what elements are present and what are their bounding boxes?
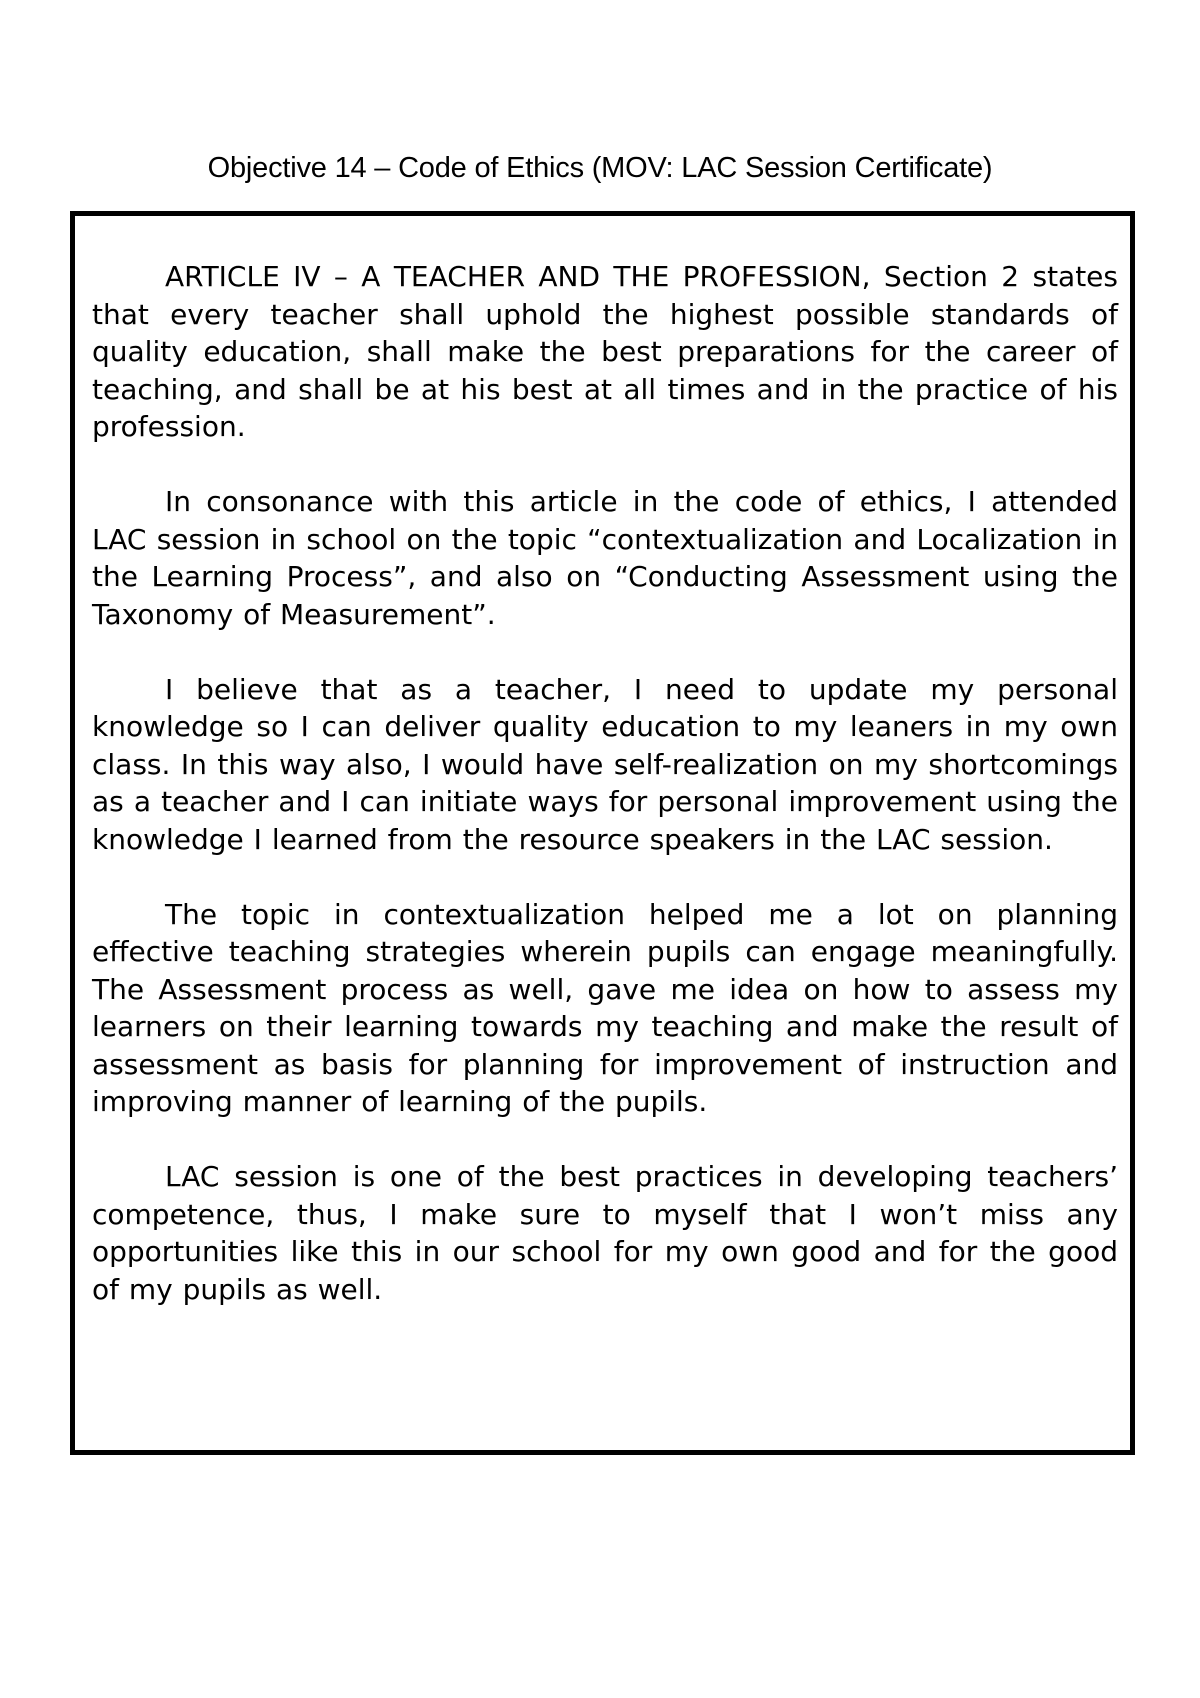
paragraph-lac-attendance: In consonance with this article in the code of ethics, I attended LAC session in school on the topic “contextualization and Localization in the Learning Process”, and also on “Conducting Assessment using the Taxonomy of Measurement”. <box>92 485 1118 631</box>
paragraph-article-iv: ARTICLE IV – A TEACHER AND THE PROFESSION, Section 2 states that every teacher shall uphold the highest possible standards of quality education, shall make the best preparations for the career of teaching, and shall be at his best at all times and in the practice of his profession. <box>92 260 1118 443</box>
paragraph-contextualization-assessment: The topic in contextualization helped me a lot on planning effective teaching strategies wherein pupils can engage meaningfully. The Assessment process as well, gave me idea on how to assess my learners on their learning towards my teaching and make the result of assessment as basis for planning for improvement of instruction and improving manner of learning of the pupils. <box>92 897 1118 1118</box>
bordered-text-box <box>70 211 1135 1455</box>
paragraph-conclusion: LAC session is one of the best practices in developing teachers’ competence, thus, I make sure to myself that I won’t miss any opportunities like this in our school for my own good and for the good of my pupils as well. <box>92 1160 1118 1306</box>
document-body <box>92 258 1118 1308</box>
paragraph-personal-knowledge: I believe that as a teacher, I need to update my personal knowledge so I can deliver quality education to my leaners in my own class. In this way also, I would have self-realization on my shortcomings as a teacher and I can initiate ways for personal improvement using the knowledge I learned from the resource speakers in the LAC session. <box>92 672 1118 856</box>
document-title: Objective 14 – Code of Ethics (MOV: LAC Session Certificate) <box>207 152 993 184</box>
